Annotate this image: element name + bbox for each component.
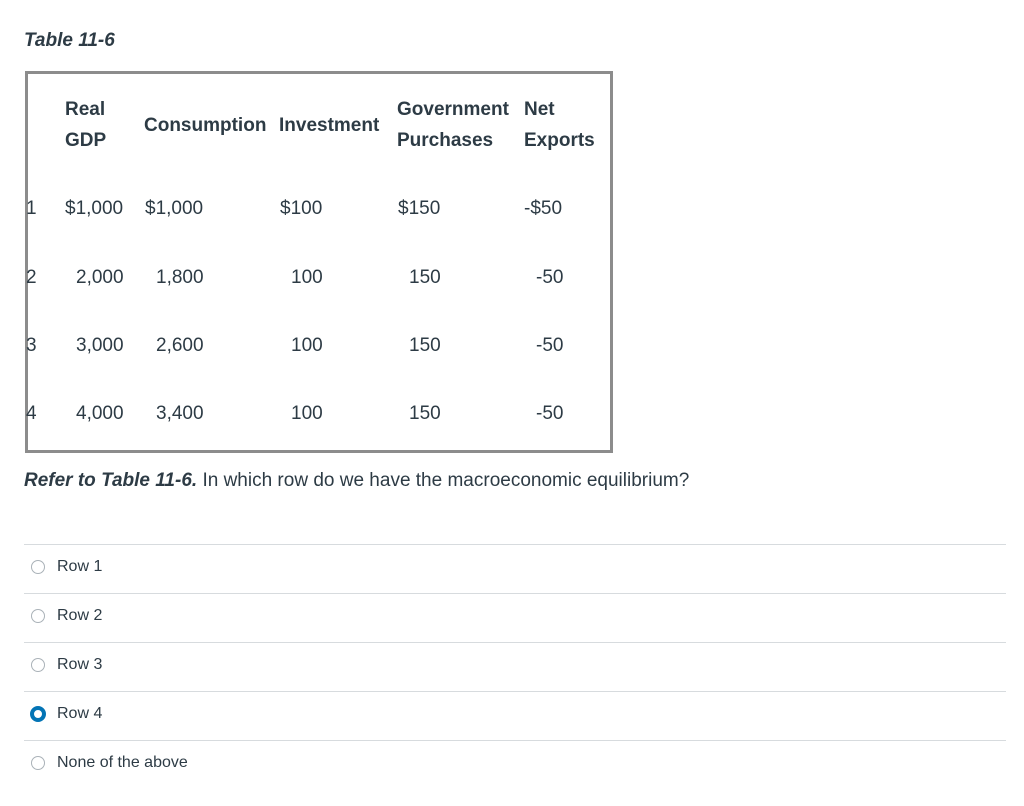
answer-label[interactable]: None of the above <box>57 754 188 771</box>
header-real-gdp-line2: GDP <box>65 130 107 151</box>
row-1-number: 1 <box>26 198 37 219</box>
row-4-gdp: 4,000 <box>76 403 124 424</box>
row-4-consumption: 3,400 <box>156 403 204 424</box>
header-government-line2: Purchases <box>397 130 494 151</box>
answer-option-row-4[interactable] <box>24 691 1006 740</box>
answer-option-row-1[interactable] <box>24 544 1006 593</box>
header-government-purchases <box>397 94 509 156</box>
row-3-number: 3 <box>26 335 37 356</box>
header-consumption: Consumption <box>144 115 267 136</box>
header-government-line1: Government <box>397 99 509 120</box>
row-3-gdp: 3,000 <box>76 335 124 356</box>
answer-label[interactable]: Row 1 <box>57 558 103 575</box>
row-1-investment: $100 <box>280 198 323 219</box>
header-net-exports-line2: Exports <box>524 130 595 151</box>
radio-icon[interactable] <box>31 609 45 623</box>
row-4-government: 150 <box>409 403 441 424</box>
row-2-investment: 100 <box>291 267 323 288</box>
table-title: Table 11-6 <box>24 30 115 51</box>
question-body: In which row do we have the macroeconomic equilibrium? <box>197 470 690 491</box>
row-4-number: 4 <box>26 403 37 424</box>
answer-option-row-2[interactable] <box>24 593 1006 642</box>
row-2-number: 2 <box>26 267 37 288</box>
row-3-government: 150 <box>409 335 441 356</box>
header-net-exports <box>524 94 595 156</box>
row-2-government: 150 <box>409 267 441 288</box>
answer-label[interactable]: Row 2 <box>57 607 103 624</box>
row-3-investment: 100 <box>291 335 323 356</box>
row-1-government: $150 <box>398 198 441 219</box>
row-2-net-exports: -50 <box>536 267 564 288</box>
header-real-gdp <box>65 94 106 156</box>
data-table <box>25 71 613 453</box>
answer-option-row-3[interactable] <box>24 642 1006 691</box>
header-real-gdp-line1: Real <box>65 99 106 120</box>
row-2-gdp: 2,000 <box>76 267 124 288</box>
question-text <box>24 470 689 492</box>
row-3-net-exports: -50 <box>536 335 564 356</box>
row-2-consumption: 1,800 <box>156 267 204 288</box>
radio-selected-icon[interactable] <box>30 706 46 722</box>
header-investment: Investment <box>279 115 380 136</box>
radio-icon[interactable] <box>31 658 45 672</box>
row-4-investment: 100 <box>291 403 323 424</box>
row-1-net-exports: -$50 <box>524 198 563 219</box>
answer-list <box>24 544 1006 789</box>
header-net-exports-line1: Net <box>524 99 555 120</box>
row-1-gdp: $1,000 <box>65 198 124 219</box>
row-4-net-exports: -50 <box>536 403 564 424</box>
answer-option-none[interactable] <box>24 740 1006 789</box>
radio-icon[interactable] <box>31 756 45 770</box>
radio-icon[interactable] <box>31 560 45 574</box>
answer-label[interactable]: Row 4 <box>57 705 103 722</box>
row-1-consumption: $1,000 <box>145 198 204 219</box>
row-3-consumption: 2,600 <box>156 335 204 356</box>
answer-label[interactable]: Row 3 <box>57 656 103 673</box>
question-reference: Refer to Table 11-6. <box>24 470 198 491</box>
